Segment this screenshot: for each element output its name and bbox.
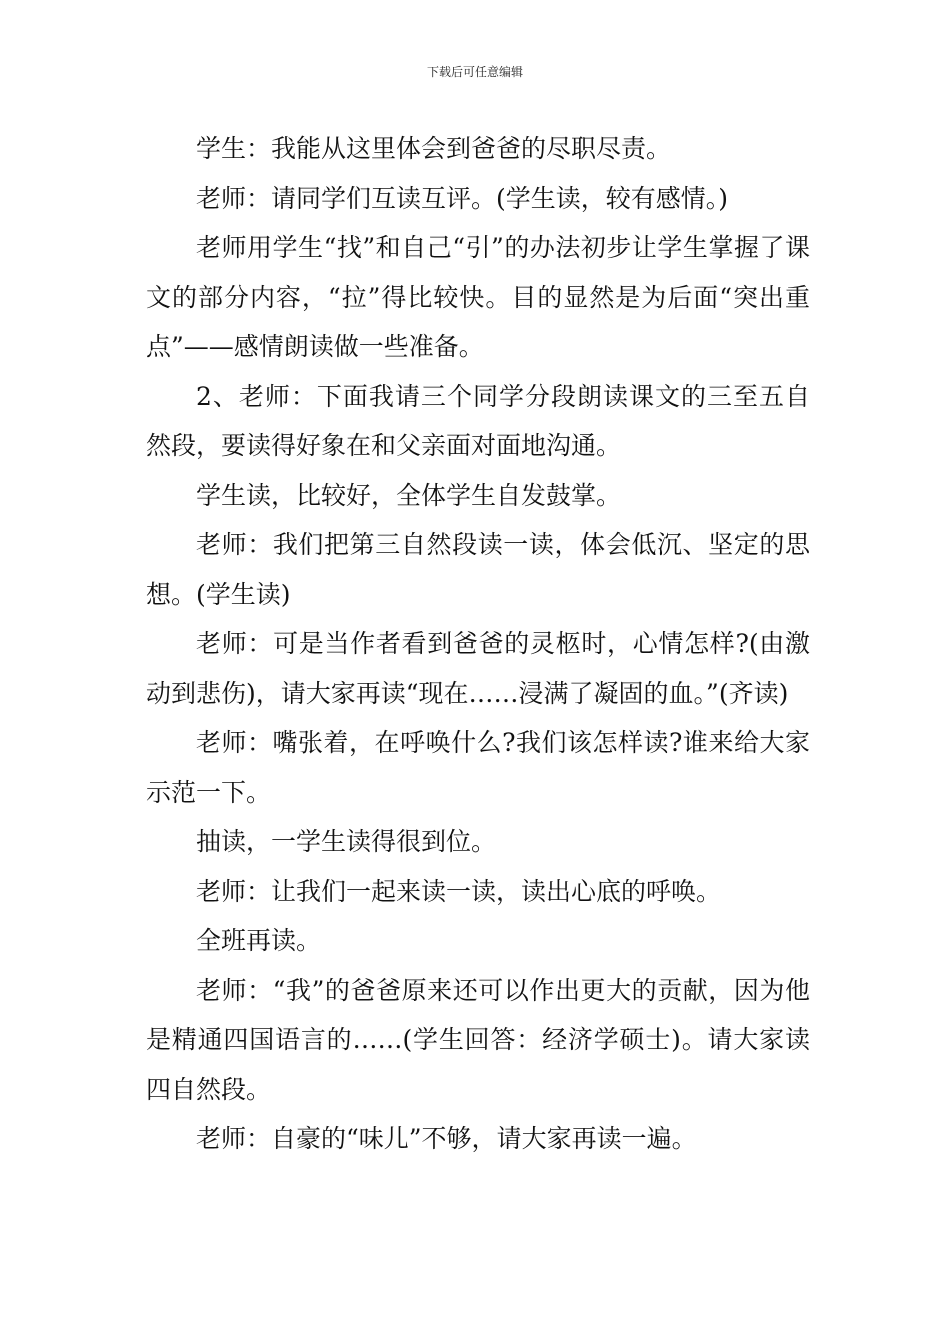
paragraph: 老师：请同学们互读互评。(学生读，较有感情。) — [196, 183, 729, 213]
paragraph: 老师：自豪的“味儿”不够，请大家再读一遍。 — [196, 1124, 697, 1153]
paragraph: 2、老师：下面我请三个同学分段朗读课文的三至五自然段，要读得好象在和父亲面对面地沟通。 — [146, 381, 810, 460]
paragraph: 老师用学生“找”和自己“引”的办法初步让学生掌握了课文的部分内容，“拉”得比较快。目的显然是为后面“突出重点”——感情朗读做一些准备。 — [146, 233, 810, 361]
paragraph: 抽读，一学生读得很到位。 — [196, 827, 497, 856]
paragraph: 学生读，比较好，全体学生自发鼓掌。 — [196, 480, 622, 510]
paragraph: 全班再读。 — [196, 926, 322, 955]
document-body — [146, 124, 810, 1164]
paragraph: 老师：让我们一起来读一读，读出心底的呼唤。 — [196, 876, 722, 906]
page-header: 下载后可任意编辑 — [426, 65, 523, 79]
paragraph: 学生：我能从这里体会到爸爸的尽职尽责。 — [196, 134, 672, 163]
paragraph: 老师：可是当作者看到爸爸的灵柩时，心情怎样?(由激动到悲伤)，请大家再读“现在……浸满了凝固的血。”(齐读) — [146, 629, 810, 708]
paragraph: 老师：“我”的爸爸原来还可以作出更大的贡献，因为他是精通四国语言的……(学生回答：经济学硕士)。请大家读四自然段。 — [146, 975, 810, 1104]
paragraph: 老师：我们把第三自然段读一读，体会低沉、坚定的思想。(学生读) — [146, 530, 810, 609]
paragraph: 老师：嘴张着，在呼唤什么?我们该怎样读?谁来给大家示范一下。 — [146, 728, 810, 807]
